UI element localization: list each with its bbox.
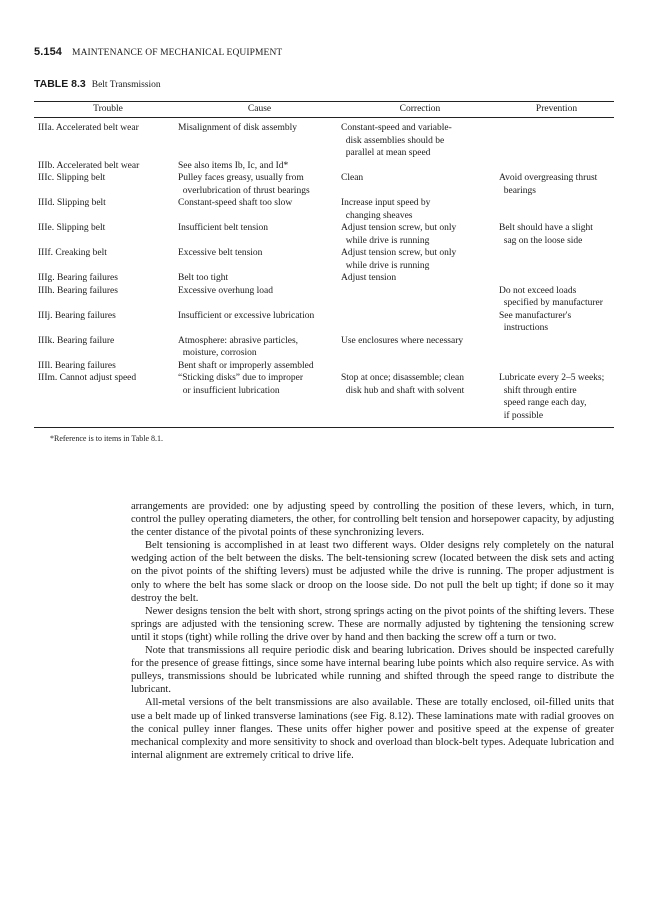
cell-cause: Belt too tight <box>178 273 229 283</box>
paragraph: Newer designs tension the belt with short, strong springs acting on the pivot points of the shifting levers. These springs are adjusted with the tensioning screw. These are normally adjusted by tightening the tensioning screw until it stops (tight) while rolling the drive over by hand and then backing the screw off a turn or two. <box>131 605 614 643</box>
table-footnote: *Reference is to items in Table 8.1. <box>50 434 164 443</box>
cell-trouble: IIIa. Accelerated belt wear <box>38 123 139 133</box>
header-prevention: Prevention <box>535 104 578 114</box>
cell-prevention <box>499 197 614 222</box>
cell-prevention: Do not exceed loads specified by manufacturer <box>499 285 603 308</box>
table-caption <box>34 78 161 90</box>
cell-cause: Constant-speed shaft too slow <box>178 198 293 208</box>
cell-trouble: IIId. Slipping belt <box>38 198 106 208</box>
cell-trouble: IIIh. Bearing failures <box>38 285 118 296</box>
cell-cause: Insufficient or excessive lubrication <box>178 310 315 321</box>
body-text <box>131 500 614 762</box>
table-row <box>34 122 614 160</box>
paragraph: All-metal versions of the belt transmissions are also available. These are totally enclosed, oil-filled units that use a belt made up of linked transverse laminations (see Fig. 8.12). These laminations mate with radial grooves on the conical pulley inner flanges. These units offer higher power and positive speed at the expense of greater mechanical complexity and more sensitivity to shock and overload than block-belt types. Adequate lubrication and internal alignment are extremely critical to drive life. <box>131 697 614 761</box>
table-row <box>34 372 614 422</box>
cell-correction: Use enclosures where necessary <box>341 335 464 346</box>
table-row <box>34 197 614 222</box>
cell-cause: Pulley faces greasy, usually from overlubrication of thrust bearings <box>178 173 310 196</box>
header-trouble: Trouble <box>93 104 123 114</box>
belt-transmission-table <box>34 101 614 428</box>
cell-cause: Excessive overhung load <box>178 285 273 296</box>
table-row <box>34 310 614 335</box>
cell-correction: Adjust tension screw, but only while drive is running <box>341 223 457 246</box>
table-row <box>34 172 614 197</box>
cell-cause: Atmosphere: abrasive particles, moisture, corrosion <box>178 335 299 358</box>
table-body <box>34 118 614 427</box>
cell-correction <box>341 160 499 173</box>
cell-prevention: Avoid overgreasing thrust bearings <box>499 173 598 196</box>
cell-correction <box>341 360 499 373</box>
cell-cause: “Sticking disks” due to improper or insufficient lubrication <box>178 373 304 396</box>
paragraph: Note that transmissions all require periodic disk and bearing lubrication. Drives should be inspected carefully for the presence of grease fittings, since some have internal bearing lube points which also require service. As with pulleys, transmissions should be lubricated while running and shifted through the speed range to distribute the lubricant. <box>131 645 614 696</box>
table-row <box>34 335 614 360</box>
cell-correction: Constant-speed and variable- disk assemblies should be parallel at mean speed <box>341 123 452 158</box>
cell-prevention <box>499 360 614 373</box>
cell-cause: Bent shaft or improperly assembled <box>178 360 314 371</box>
cell-prevention <box>499 272 614 285</box>
table-row <box>34 272 614 285</box>
cell-cause: Excessive belt tension <box>178 248 263 258</box>
table-title: Belt Transmission <box>91 80 161 90</box>
table-row <box>34 247 614 272</box>
cell-cause: See also items Ib, Ic, and Id* <box>178 160 289 171</box>
cell-correction <box>341 285 499 310</box>
cell-correction: Stop at once; disassemble; clean disk hub and shaft with solvent <box>341 373 465 396</box>
cell-prevention <box>499 160 614 173</box>
cell-correction: Adjust tension <box>341 273 397 283</box>
cell-prevention: Belt should have a slight sag on the loose side <box>499 223 593 246</box>
cell-trouble: IIIj. Bearing failures <box>38 310 116 321</box>
paragraph: Belt tensioning is accomplished in at least two different ways. Older designs rely completely on the natural wedging action of the belt between the disks. The belt-tensioning screw (located between the disk sets and acting on the pivot points of the shifting levers) must be adjusted while the drive is running. The proper adjustment is only to where the belt has some slack or droop on the loose side. Do not pull the belt up tight; if done so it may destroy the belt. <box>131 540 614 604</box>
cell-trouble: IIIb. Accelerated belt wear <box>38 160 140 171</box>
cell-trouble: IIIg. Bearing failures <box>38 273 118 283</box>
paragraph: arrangements are provided: one by adjusting speed by controlling the position of these levers, which, in turn, control the pulley operating diameters, the other, for controlling belt tension and horsepower capacity, by adjusting the center distance of the pivotal points of these synchronizing levers. <box>131 501 614 539</box>
cell-correction <box>341 310 499 335</box>
cell-trouble: IIIm. Cannot adjust speed <box>38 373 137 383</box>
header-cause: Cause <box>247 104 272 114</box>
header-correction: Correction <box>399 104 441 114</box>
cell-trouble: IIIe. Slipping belt <box>38 223 106 233</box>
cell-trouble: IIIc. Slipping belt <box>38 173 106 183</box>
cell-trouble: IIIk. Bearing failure <box>38 335 115 346</box>
table-row <box>34 285 614 310</box>
table-row <box>34 160 614 173</box>
cell-trouble: IIIl. Bearing failures <box>38 360 116 371</box>
running-title: MAINTENANCE OF MECHANICAL EQUIPMENT <box>72 48 283 58</box>
table-header-row <box>34 102 614 118</box>
cell-prevention <box>499 122 614 160</box>
cell-cause: Misalignment of disk assembly <box>178 123 298 133</box>
cell-prevention: See manufacturer's instructions <box>499 310 572 333</box>
page-number: 5.154 <box>34 46 63 58</box>
cell-correction: Increase input speed by changing sheaves <box>341 198 431 221</box>
cell-correction: Clean <box>341 173 364 183</box>
table-row <box>34 360 614 373</box>
cell-trouble: IIIf. Creaking belt <box>38 248 107 258</box>
cell-correction: Adjust tension screw, but only while drive is running <box>341 248 457 271</box>
table-label: TABLE 8.3 <box>34 78 86 90</box>
table-row <box>34 222 614 247</box>
cell-cause: Insufficient belt tension <box>178 223 269 233</box>
cell-prevention: Lubricate every 2–5 weeks; shift through entire speed range each day, if possible <box>499 373 605 421</box>
cell-prevention <box>499 247 614 272</box>
running-head <box>34 46 282 58</box>
cell-prevention <box>499 335 614 360</box>
